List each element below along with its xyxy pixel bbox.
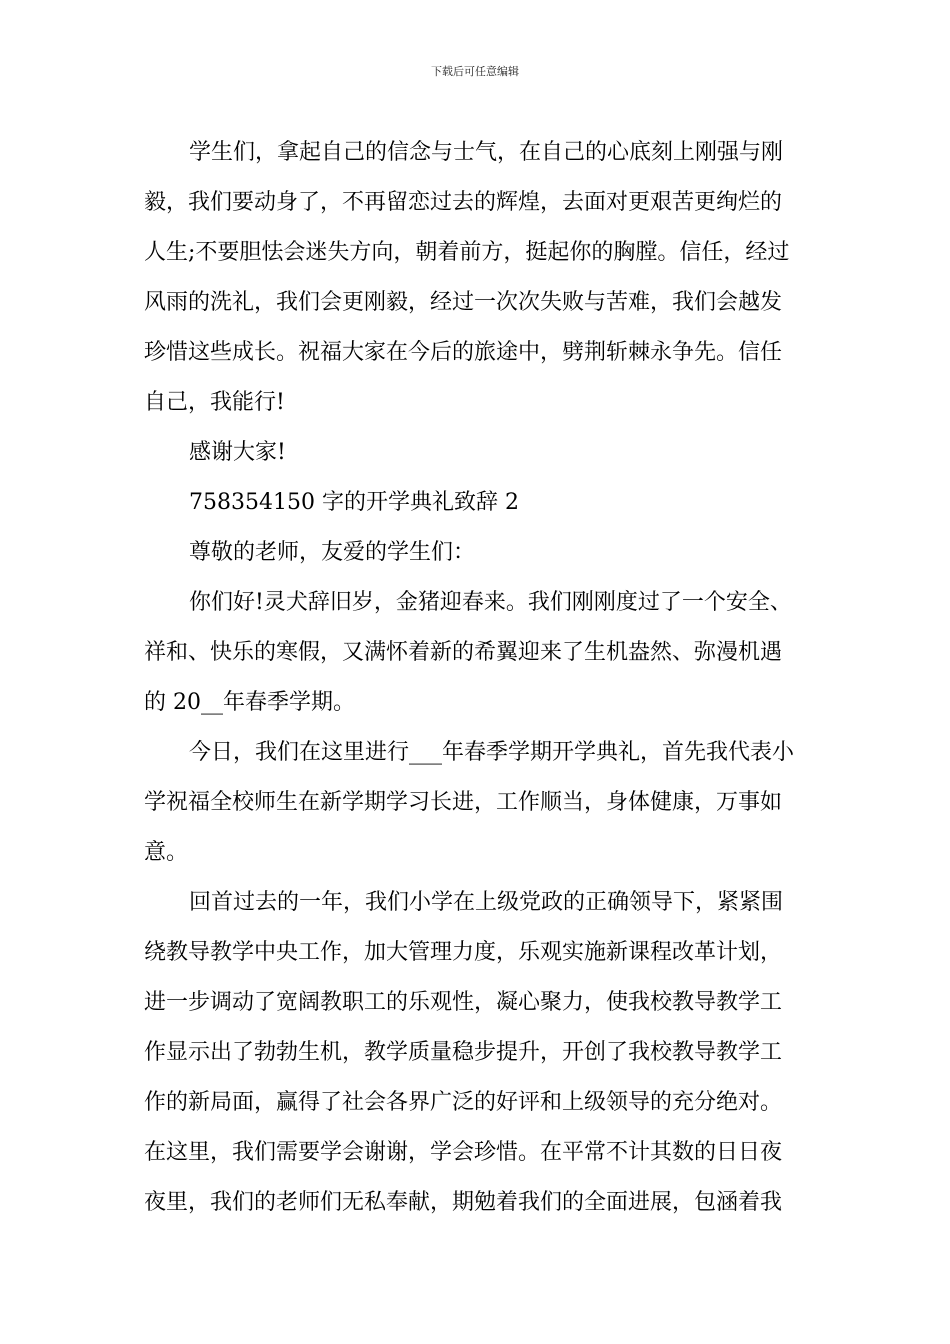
text-line: 感谢大家! [189, 440, 286, 465]
text-line: 珍惜这些成长。祝福大家在今后的旅途中，劈荆斩棘永争先。信任 [144, 340, 783, 365]
text-line: 学祝福全校师生在新学期学习长进，工作顺当，身体健康，万事如 [144, 790, 783, 815]
section-heading: 758354150 字的开学典礼致辞 2 [189, 490, 519, 515]
text-line: 你们好!灵犬辞旧岁，金猪迎春来。我们刚刚度过了一个安全、 [189, 590, 792, 615]
text-line: 风雨的洗礼，我们会更刚毅，经过一次次失败与苦难，我们会越发 [144, 290, 783, 315]
text-line: 毅，我们要动身了，不再留恋过去的辉煌，去面对更艰苦更绚烂的 [144, 190, 783, 215]
page-header-note: 下载后可任意编辑 [431, 65, 519, 78]
document-body [144, 128, 808, 1228]
text-line: 进一步调动了宽阔教职工的乐观性，凝心聚力，使我校教导教学工 [144, 990, 783, 1015]
text-line: 绕教导教学中央工作，加大管理力度，乐观实施新课程改革计划， [144, 940, 783, 965]
text-line: 自己，我能行! [144, 390, 285, 415]
text-line: 作显示出了勃勃生机，教学质量稳步提升，开创了我校教导教学工 [144, 1040, 783, 1065]
salutation: 尊敬的老师，友爱的学生们： [189, 540, 476, 565]
text-line: 人生;不要胆怯会迷失方向，朝着前方，挺起你的胸膛。信任，经过 [144, 240, 790, 265]
text-line: 夜里，我们的老师们无私奉献，期勉着我们的全面进展，包涵着我 [144, 1190, 783, 1215]
text-line: 回首过去的一年，我们小学在上级党政的正确领导下，紧紧围 [189, 890, 784, 915]
text-line: 祥和、快乐的寒假，又满怀着新的希翼迎来了生机盎然、弥漫机遇 [144, 640, 783, 665]
text-line: 学生们，拿起自己的信念与士气，在自己的心底刻上刚强与刚 [189, 140, 784, 165]
text-line: 作的新局面，赢得了社会各界广泛的好评和上级领导的充分绝对。 [144, 1090, 783, 1115]
text-line: 今日，我们在这里进行___年春季学期开学典礼，首先我代表小 [189, 740, 795, 765]
text-line: 意。 [144, 840, 189, 865]
text-line: 的 20__年春季学期。 [144, 690, 355, 715]
text-line: 在这里，我们需要学会谢谢，学会珍惜。在平常不计其数的日日夜 [144, 1140, 783, 1165]
